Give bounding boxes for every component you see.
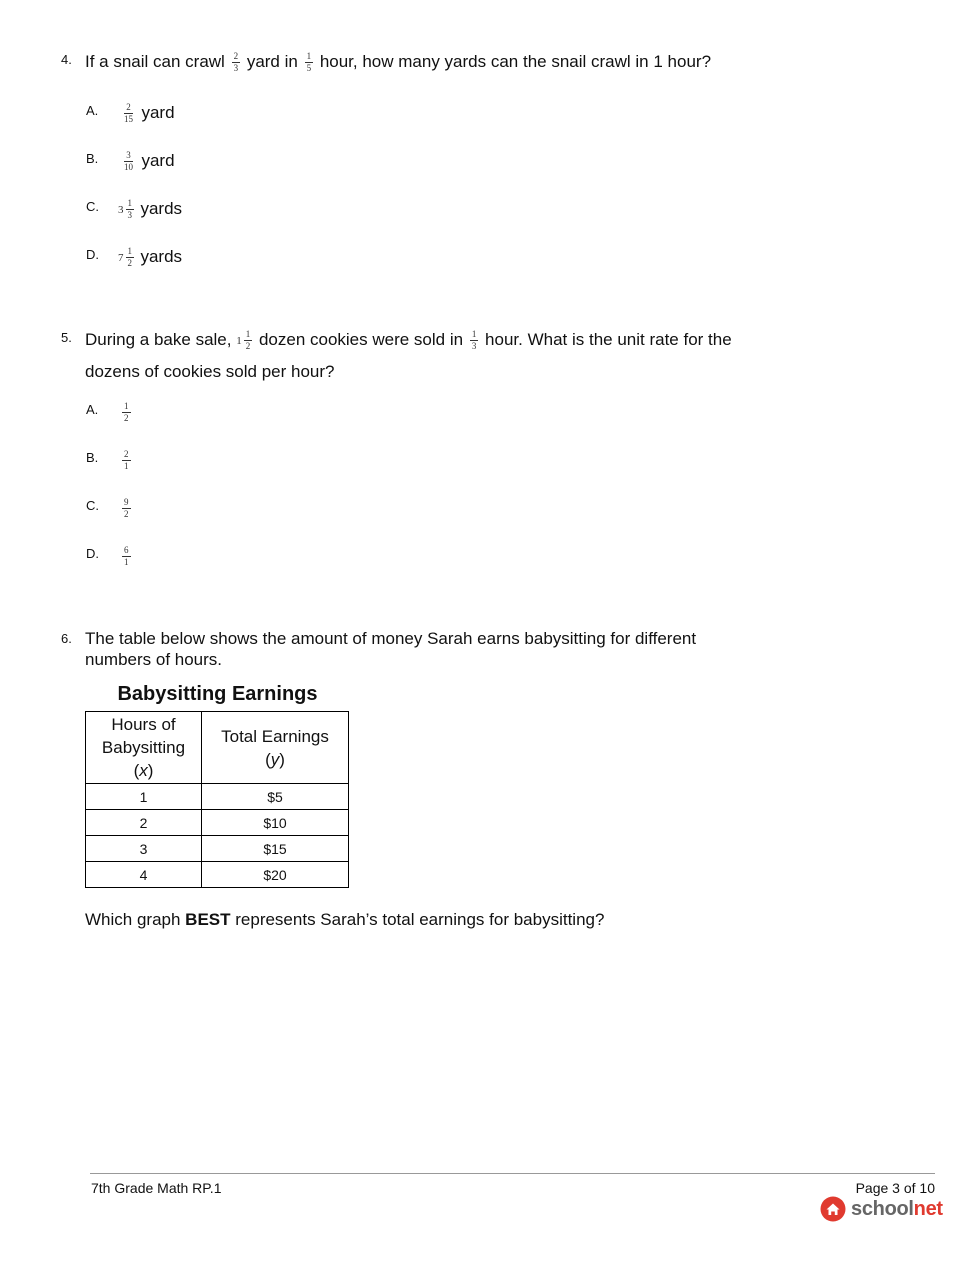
fraction	[244, 330, 253, 351]
fraction	[122, 151, 135, 172]
table-cell: $20	[202, 862, 349, 888]
header-text: )	[147, 761, 154, 780]
question-6-text	[85, 628, 696, 670]
answer-option-5d[interactable]	[86, 546, 133, 567]
logo-text-net: net	[913, 1197, 943, 1220]
header-text: )	[279, 749, 285, 769]
earnings-table	[85, 711, 349, 888]
denominator: 15	[124, 114, 133, 125]
option-letter: B.	[86, 151, 99, 166]
option-text: yards	[140, 247, 183, 266]
numerator: 6	[124, 545, 129, 555]
footer-course-title: 7th Grade Math RP.1	[91, 1180, 222, 1196]
option-letter: C.	[86, 199, 99, 214]
numerator: 1	[245, 329, 251, 340]
prompt-emphasis: BEST	[185, 910, 231, 929]
logo-text	[851, 1198, 943, 1221]
denominator: 3	[233, 63, 239, 74]
table-row	[86, 810, 349, 836]
question-text-segment: dozen cookies were sold in	[258, 330, 464, 349]
header-text: Babysitting	[101, 738, 186, 757]
question-text-segment: During a bake sale,	[85, 330, 232, 349]
logo-text-school: school	[851, 1197, 914, 1220]
denominator: 10	[124, 162, 133, 173]
fraction	[122, 103, 135, 124]
option-letter: D.	[86, 546, 99, 561]
question-text-line: numbers of hours.	[85, 650, 223, 669]
table-row	[86, 862, 349, 888]
header-text: Hours of	[111, 715, 176, 734]
question-5-number: 5.	[61, 330, 72, 345]
answer-option-4a[interactable]	[86, 103, 175, 124]
fraction	[122, 498, 131, 519]
whole-part: 7	[118, 251, 124, 264]
numerator: 1	[127, 246, 132, 257]
table-row	[86, 836, 349, 862]
fraction	[126, 247, 135, 268]
header-text: (	[265, 749, 271, 769]
question-4-number: 4.	[61, 52, 72, 67]
fraction	[126, 199, 135, 220]
denominator: 2	[127, 258, 132, 269]
question-text-segment: If a snail can crawl	[85, 52, 225, 71]
table-cell: $15	[202, 836, 349, 862]
option-text: yard	[141, 103, 175, 122]
answer-option-4b[interactable]	[86, 151, 175, 172]
denominator: 2	[245, 341, 251, 352]
page-number: Page 3 of 10	[855, 1180, 935, 1196]
answer-option-5a[interactable]	[86, 402, 133, 423]
denominator: 2	[124, 413, 129, 423]
fraction	[122, 546, 131, 567]
header-variable: y	[270, 749, 280, 769]
numerator: 1	[306, 51, 312, 62]
mixed-number	[118, 247, 136, 268]
table-cell: 4	[86, 862, 202, 888]
denominator: 2	[124, 509, 129, 519]
question-4-text	[85, 51, 711, 73]
numerator: 2	[126, 102, 131, 113]
question-6-number: 6.	[61, 631, 72, 646]
option-letter: A.	[86, 402, 99, 417]
header-text: (	[133, 761, 140, 780]
fraction	[232, 52, 241, 73]
table-cell: $10	[202, 810, 349, 836]
header-text: Total Earnings	[221, 726, 329, 746]
numerator: 3	[126, 150, 131, 161]
denominator: 3	[127, 210, 132, 221]
denominator: 5	[306, 63, 312, 74]
schoolnet-logo	[820, 1196, 943, 1222]
answer-option-5c[interactable]	[86, 498, 133, 519]
whole-part: 1	[236, 334, 242, 347]
numerator: 1	[127, 198, 132, 209]
home-icon	[820, 1196, 846, 1222]
numerator: 9	[124, 497, 129, 507]
whole-part: 3	[118, 203, 124, 216]
answer-option-4d[interactable]	[86, 247, 182, 268]
table-row	[86, 784, 349, 810]
footer-divider	[90, 1173, 935, 1174]
option-letter: A.	[86, 103, 99, 118]
option-letter: C.	[86, 498, 99, 513]
numerator: 1	[471, 329, 477, 340]
fraction	[305, 52, 314, 73]
option-letter: D.	[86, 247, 99, 262]
denominator: 1	[124, 461, 129, 471]
option-text: yard	[141, 151, 175, 170]
fraction	[470, 330, 479, 351]
table-header-earnings	[202, 712, 349, 784]
question-text-segment: hour, how many yards can the snail crawl in 1 hour?	[319, 52, 712, 71]
question-5-line2: dozens of cookies sold per hour?	[85, 362, 335, 381]
fraction	[122, 450, 131, 471]
prompt-text: represents Sarah’s total earnings for babysitting?	[235, 910, 605, 929]
numerator: 2	[124, 449, 129, 459]
table-cell: $5	[202, 784, 349, 810]
option-letter: B.	[86, 450, 99, 465]
table-header-hours	[86, 712, 202, 784]
header-variable: x	[139, 761, 148, 780]
table-cell: 2	[86, 810, 202, 836]
numerator: 1	[124, 401, 129, 411]
question-text-segment: yard in	[246, 52, 298, 71]
denominator: 1	[124, 557, 129, 567]
mixed-number	[236, 330, 254, 352]
question-text-line: The table below shows the amount of money Sarah earns babysitting for different	[85, 629, 697, 648]
table-title: Babysitting Earnings	[117, 683, 318, 705]
table-header-row	[86, 712, 349, 784]
answer-option-4c[interactable]	[86, 199, 182, 220]
option-text: yards	[140, 199, 183, 218]
answer-option-5b[interactable]	[86, 450, 133, 471]
numerator: 2	[233, 51, 239, 62]
table-cell: 3	[86, 836, 202, 862]
mixed-number	[118, 199, 136, 220]
table-cell: 1	[86, 784, 202, 810]
fraction	[122, 402, 131, 423]
question-5-text	[85, 329, 732, 352]
question-text-segment: hour. What is the unit rate for the	[485, 330, 732, 349]
denominator: 3	[471, 341, 477, 352]
question-6-prompt	[85, 909, 604, 931]
prompt-text: Which graph	[85, 910, 181, 929]
